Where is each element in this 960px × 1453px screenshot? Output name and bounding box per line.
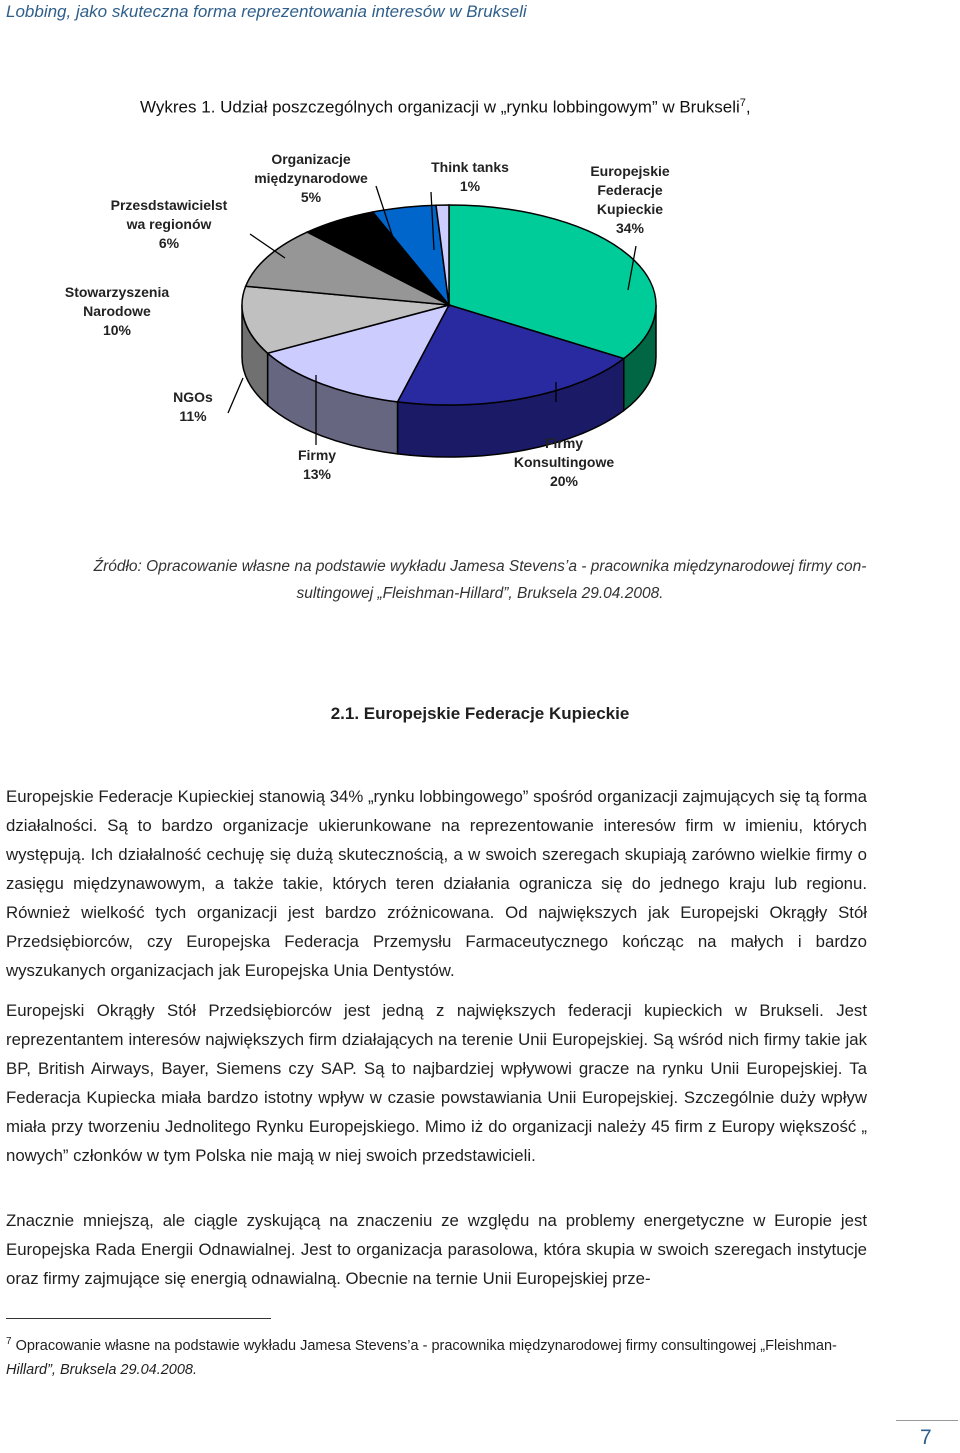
chart-source-line-1: Źródło: Opracowanie własne na podstawie wykładu Jamesa Stevens’a - pracownika międzynarodowej firmy con- bbox=[93, 558, 867, 575]
paragraph-2: Europejski Okrągły Stół Przedsiębiorców jest jedną z największych federacji kupieckich w Brukseli. Jest reprezentantem interesów największych firm działających na terenie Unii Europejskiej. Są wśród nich firmy takie jak BP, British Airways, Bayer, Siemens czy SAP. Są to najbardziej wpływowi gracze na rynku Unii Europejskiej. Ta Federacja Kupiecka miała bardzo istotny wpływ w czasie powstawiania Unii Europejskiej. Szczególnie duży wpływ miała przy tworzeniu Jednolitego Rynku Europejskiego. Mimo iż do organizacji należy 45 firm z Europy większość „ nowych” członków w tym Polska nie mają w niej swoich przedstawicieli. bbox=[6, 1001, 867, 1165]
pie-label-7-line-0: Think tanks bbox=[431, 159, 509, 175]
pie-label-5-line-0: Przesdstawicielst bbox=[110, 197, 228, 213]
pie-label-2-line-0: Firmy bbox=[297, 447, 337, 463]
pie-label-2 bbox=[298, 447, 336, 482]
pie-label-3-line-1: 11% bbox=[179, 408, 207, 424]
leader-line-3 bbox=[228, 378, 243, 413]
pie-label-5 bbox=[111, 197, 228, 251]
pie-label-7-line-1: 1% bbox=[459, 178, 481, 194]
running-header: Lobbing, jako skuteczna forma reprezentowania interesów w Brukseli bbox=[6, 2, 527, 21]
pie-label-1-line-2: 20% bbox=[549, 473, 579, 489]
pie-label-1-line-0: Firmy bbox=[544, 435, 584, 451]
pie-label-0-line-2: Kupieckie bbox=[596, 201, 664, 217]
pie-label-4 bbox=[65, 284, 169, 338]
page-number-rule bbox=[896, 1420, 958, 1421]
pie-chart bbox=[0, 150, 960, 510]
pie-label-6-line-0: Organizacje bbox=[271, 151, 351, 167]
pie-label-2-line-1: 13% bbox=[302, 466, 332, 482]
pie-label-0-line-3: 34% bbox=[615, 220, 645, 236]
footnote-marker: 7 bbox=[6, 1336, 12, 1347]
pie-label-7 bbox=[431, 159, 509, 194]
pie-label-6 bbox=[254, 151, 368, 205]
footnote-rule bbox=[6, 1318, 271, 1319]
pie-label-4-line-1: Narodowe bbox=[83, 303, 151, 319]
pie-slices bbox=[242, 205, 656, 405]
pie-label-6-line-1: międzynarodowe bbox=[254, 170, 368, 186]
pie-label-4-line-2: 10% bbox=[102, 322, 132, 338]
pie-label-6-line-2: 5% bbox=[300, 189, 322, 205]
pie-label-5-line-1: wa regionów bbox=[126, 216, 212, 232]
footnote-ref: 7 bbox=[739, 97, 746, 109]
pie-label-0 bbox=[590, 163, 670, 236]
pie-label-1-line-1: Konsultingowe bbox=[513, 454, 615, 470]
chart-title: Wykres 1. Udział poszczególnych organizacji w „rynku lobbingowym” w Brukseli$^7$, bbox=[140, 97, 751, 117]
paragraph-1: Europejskie Federacje Kupieckiej stanowią 34% „rynku lobbingowego” spośród organizacji zajmujących się tą forma działalności. Są to bardzo organizacje ukierunkowane na reprezentowanie interesów firm w imieniu, których występują. Ich działalność cechuję się dużą skutecznością, a w swoich szeregach skupiają zarówno wielkie firmy o zasięgu międzynawowym, a także takie, których teren działania ogranicza się do jednego kraju lub regionu. Również wielkość tych organizacji jest bardzo zróżnicowana. Od największych jak Europejski Okrągły Stół Przedsiębiorców, czy Europejska Federacja Przemysłu Farmaceutycznego kończąc na małych i bardzo wyszukanych organizacjach jak Europejska Unia Dentystów. bbox=[6, 787, 867, 980]
leader-line-5 bbox=[250, 234, 285, 258]
section-heading: 2.1. Europejskie Federacje Kupieckie bbox=[330, 704, 630, 723]
page-number: 7 bbox=[920, 1426, 932, 1449]
pie-label-4-line-0: Stowarzyszenia bbox=[64, 284, 170, 300]
paragraph-3: Znacznie mniejszą, ale ciągle zyskującą na znaczeniu ze względu na problemy energetyczne w Europie jest Europejska Rada Energii Odnawialnej. Jest to organizacja parasolowa, która skupia w swoich szeregach instytucje oraz firmy zajmujące się energią odnawialną. Obecnie na ternie Unii Europejskiej prze- bbox=[6, 1211, 867, 1288]
pie-label-5-line-2: 6% bbox=[158, 235, 180, 251]
pie-label-0-line-1: Federacje bbox=[597, 182, 663, 198]
chart-source-line-2: sultingowej „Fleishman-Hillard”, Bruksela 29.04.2008. bbox=[296, 585, 664, 602]
pie-label-0-line-0: Europejskie bbox=[590, 163, 670, 179]
footnote: $^7$ Opracowanie własne na podstawie wykładu Jamesa Stevens’a - pracownika międzynarodowej firmy consultingowej „Fleishman-Hillard”, Bruksela 29.04.2008. bbox=[6, 1336, 837, 1378]
pie-label-3-line-0: NGOs bbox=[173, 389, 213, 405]
pie-label-3 bbox=[173, 389, 213, 424]
